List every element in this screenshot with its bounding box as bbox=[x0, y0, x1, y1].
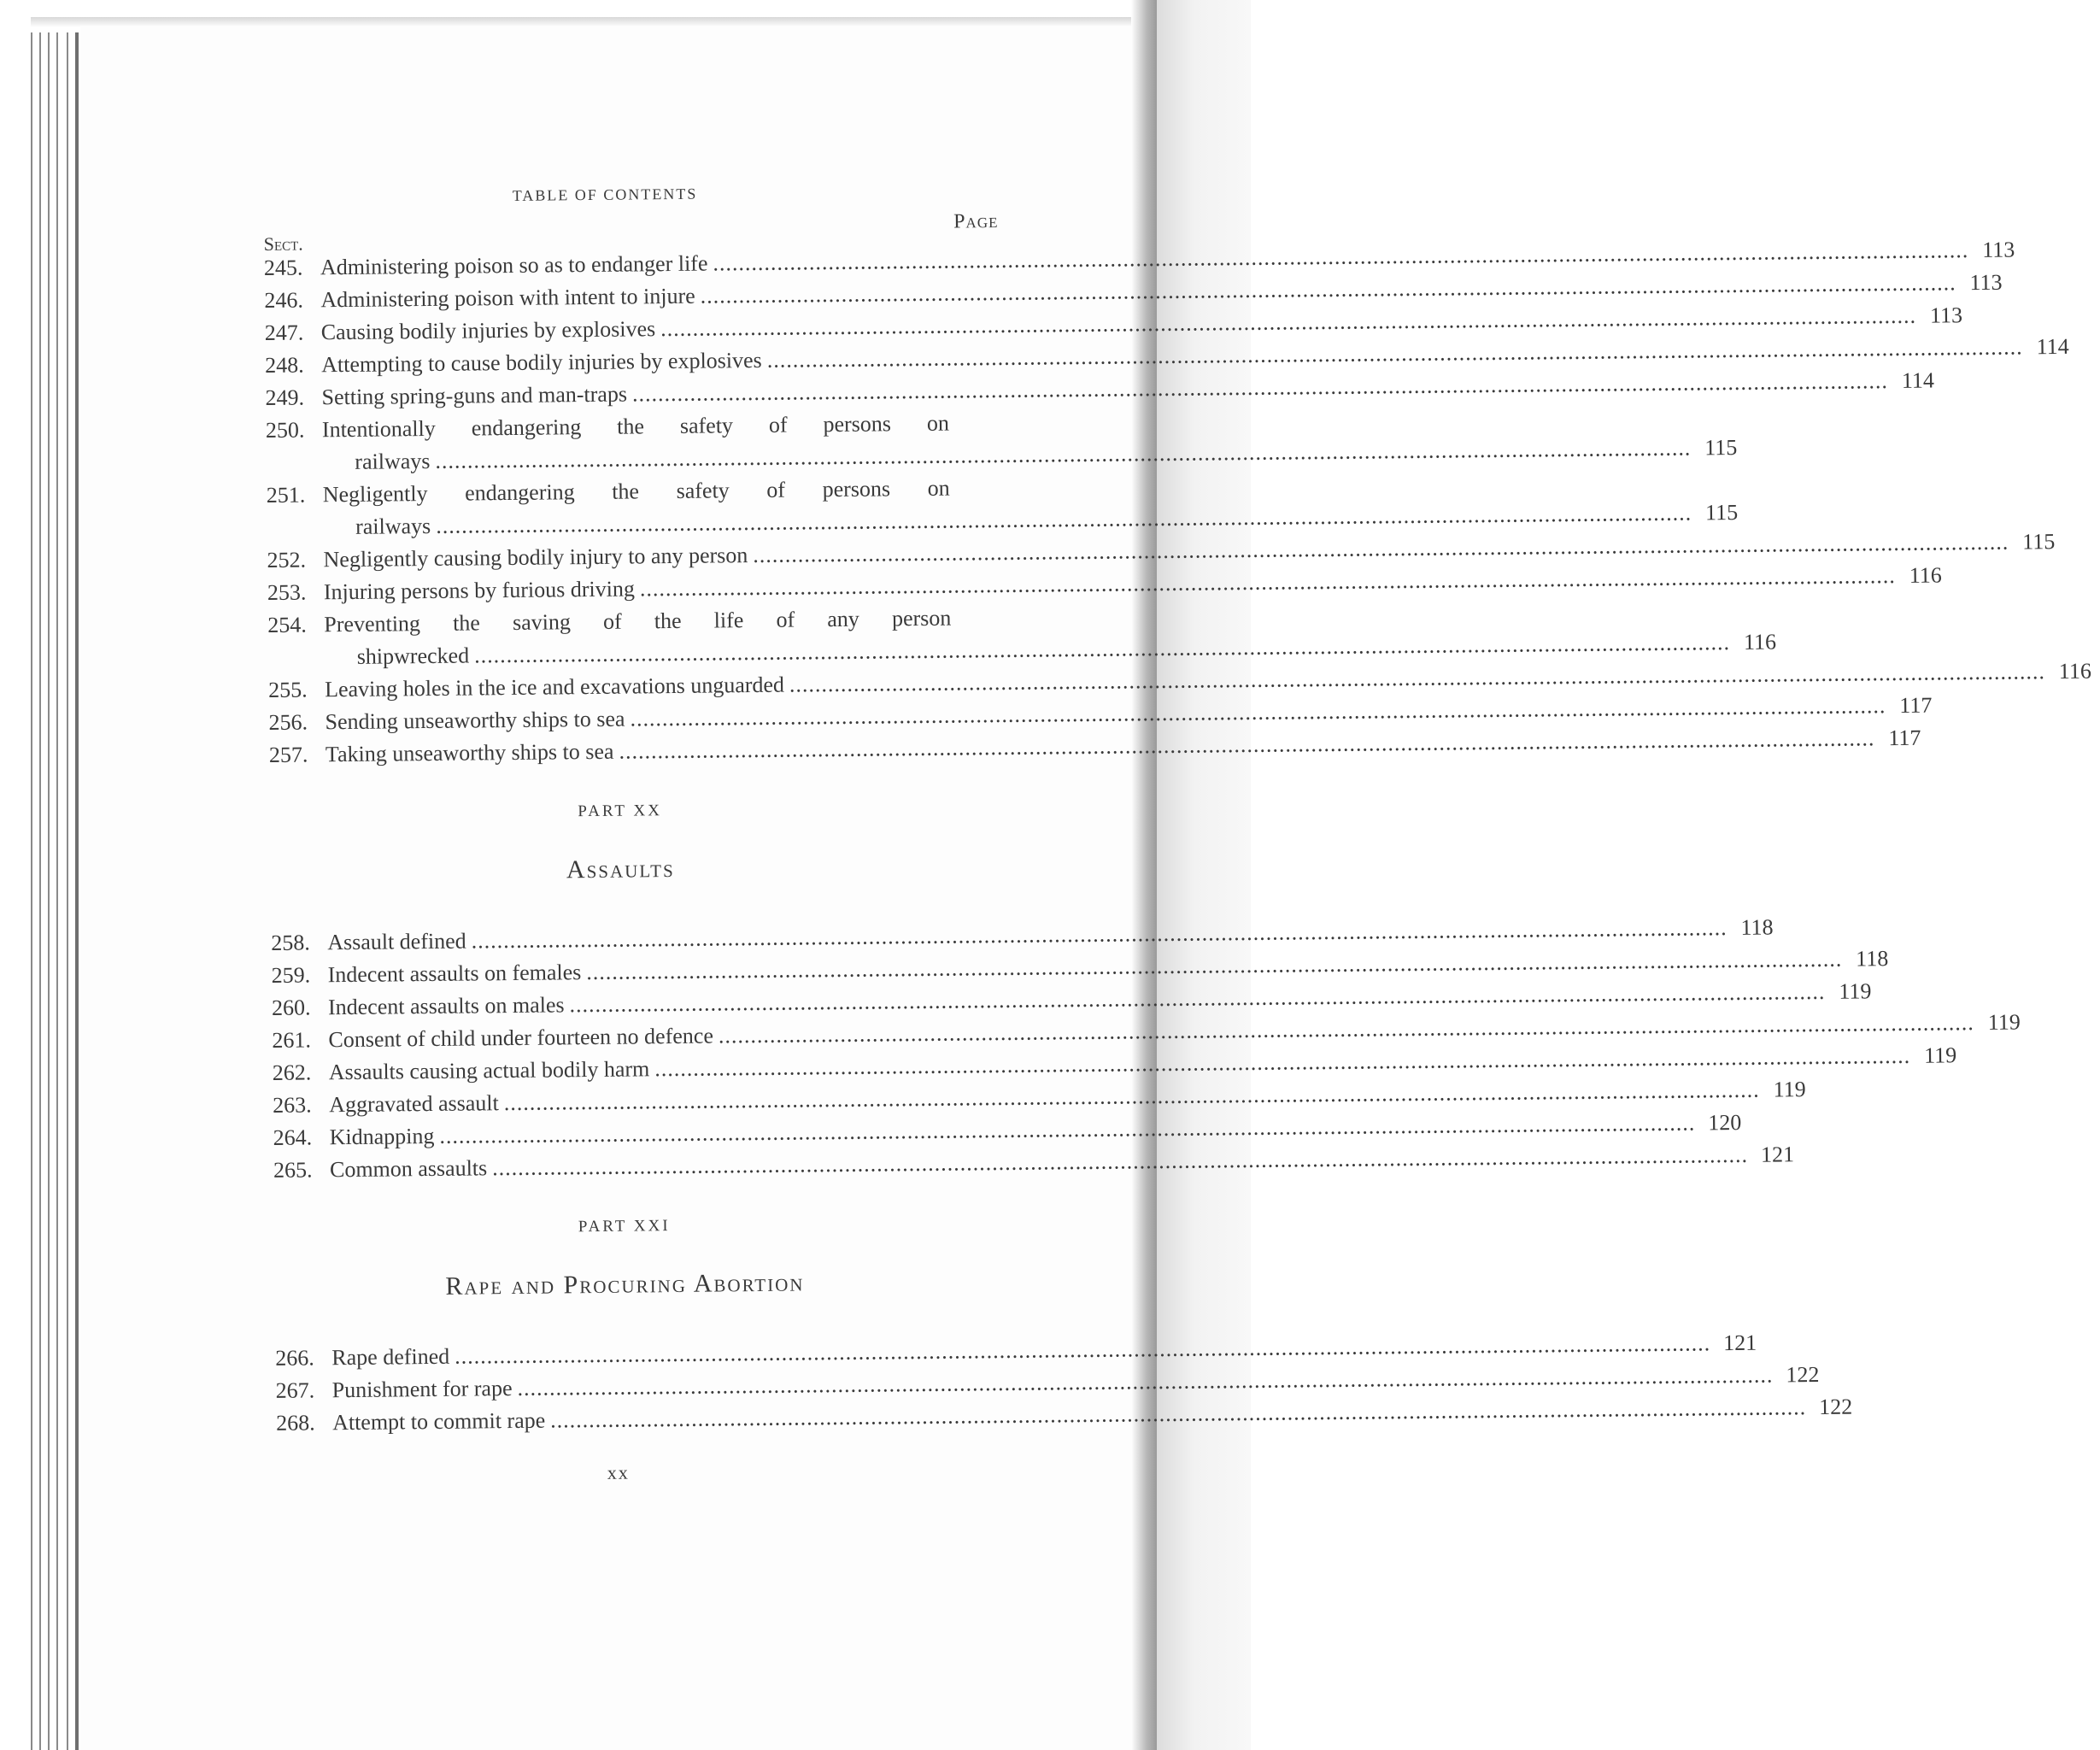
page-number: 119 bbox=[1924, 1042, 1957, 1068]
entry-title: Preventing the saving of the life of any person bbox=[324, 605, 952, 637]
section-number: 267. bbox=[275, 1377, 315, 1403]
toc-entry bbox=[275, 1394, 1853, 1440]
page-number: 117 bbox=[1899, 692, 1933, 718]
page-number: 114 bbox=[1901, 367, 1935, 393]
section-number: 263. bbox=[273, 1092, 312, 1118]
entry-title: Assault defined bbox=[327, 928, 466, 955]
running-head: TABLE OF CONTENTS bbox=[512, 185, 698, 204]
entry-title: Causing bodily injuries by explosives bbox=[320, 316, 656, 345]
page-number: 113 bbox=[1929, 302, 1963, 328]
toc-entry bbox=[267, 602, 1777, 674]
page-stack-edge bbox=[75, 32, 79, 1750]
page-number: 113 bbox=[1969, 269, 2003, 296]
page-number: 116 bbox=[1909, 562, 1942, 588]
toc-entry bbox=[268, 725, 1921, 772]
toc-entry bbox=[266, 472, 1739, 544]
page-number: 118 bbox=[1856, 946, 1889, 972]
section-number: 260. bbox=[271, 995, 311, 1020]
page-stack-edge bbox=[67, 32, 68, 1750]
section-number: 259. bbox=[271, 962, 311, 988]
entry-title: Sending unseaworthy ships to sea bbox=[325, 706, 625, 735]
toc-entry bbox=[265, 407, 1738, 479]
page-column-heading: Page bbox=[953, 209, 999, 233]
section-number: 248. bbox=[265, 352, 304, 378]
entry-title: Attempting to cause bodily injuries by explosives bbox=[320, 347, 762, 378]
section-number: 256. bbox=[268, 709, 308, 735]
part-xx-entries bbox=[271, 914, 2021, 1187]
page-number: 118 bbox=[1740, 914, 1774, 940]
section-number: 251. bbox=[266, 482, 306, 508]
page-stack-edge bbox=[48, 32, 50, 1750]
part-xx-title: Assaults bbox=[566, 854, 675, 884]
section-number: 254. bbox=[267, 612, 307, 637]
entry-title: Leaving holes in the ice and excavations unguarded bbox=[324, 672, 785, 702]
page-stack-edge bbox=[39, 32, 41, 1750]
page-number: 115 bbox=[1704, 434, 1738, 461]
entry-title: Injuring persons by furious driving bbox=[323, 576, 636, 605]
entry-title: Aggravated assault bbox=[329, 1090, 499, 1118]
entry-title: Intentionally endangering the safety of persons on bbox=[321, 410, 950, 443]
page-folio: xx bbox=[607, 1461, 630, 1483]
entry-title: Indecent assaults on females bbox=[327, 960, 582, 988]
entry-title: Kidnapping bbox=[329, 1123, 435, 1150]
page-number: 121 bbox=[1760, 1142, 1795, 1167]
page-number: 117 bbox=[1888, 725, 1921, 751]
section-number: 266. bbox=[275, 1345, 314, 1371]
section-number: 245. bbox=[263, 255, 303, 280]
section-number: 246. bbox=[264, 287, 304, 313]
page-number: 119 bbox=[1839, 978, 1872, 1004]
page-number: 115 bbox=[1704, 499, 1739, 526]
toc-entry bbox=[273, 1142, 1795, 1187]
column-headings bbox=[263, 200, 999, 255]
entry-title: Negligently causing bodily injury to any person bbox=[323, 543, 748, 573]
section-number: 253. bbox=[267, 579, 307, 605]
page-number: 119 bbox=[1987, 1009, 2021, 1035]
section-number: 255. bbox=[267, 677, 308, 702]
entry-title: Administering poison so as to endanger life bbox=[320, 250, 708, 280]
entry-title: Indecent assaults on males bbox=[327, 992, 565, 1020]
entry-title: Rape defined bbox=[331, 1343, 450, 1371]
section-number: 249. bbox=[265, 385, 305, 410]
section-number: 265. bbox=[273, 1157, 313, 1183]
page-number: 121 bbox=[1722, 1330, 1757, 1356]
part-xxi-entries bbox=[275, 1330, 1853, 1440]
section-number: 268. bbox=[275, 1410, 315, 1436]
page-number: 122 bbox=[1786, 1362, 1820, 1388]
entry-title: Setting spring-guns and man-traps bbox=[321, 381, 628, 410]
section-number: 247. bbox=[264, 320, 304, 345]
entry-title: Consent of child under fourteen no defence bbox=[328, 1023, 714, 1053]
part-xxi-label: PART XXI bbox=[578, 1217, 671, 1236]
entry-title-continued: railways bbox=[355, 513, 431, 539]
page-stack-edge bbox=[31, 32, 32, 1750]
table-of-contents bbox=[263, 182, 2092, 1488]
part-xxi-title: Rape and Procuring Abortion bbox=[445, 1268, 805, 1301]
page-number: 114 bbox=[2036, 333, 2069, 360]
entry-title-continued: shipwrecked bbox=[356, 643, 470, 669]
section-number: 252. bbox=[267, 547, 307, 573]
page-number: 119 bbox=[1773, 1077, 1806, 1102]
section-number: 264. bbox=[273, 1125, 313, 1150]
entry-title: Common assaults bbox=[329, 1155, 488, 1183]
page-stack-edge bbox=[56, 32, 58, 1750]
entry-title: Taking unseaworthy ships to sea bbox=[325, 738, 614, 767]
entry-title: Assaults causing actual bodily harm bbox=[328, 1056, 650, 1085]
entry-title: Attempt to commit rape bbox=[331, 1407, 546, 1436]
section-number: 262. bbox=[272, 1060, 312, 1085]
section-number: 250. bbox=[265, 417, 305, 443]
entry-title-continued: railways bbox=[355, 448, 431, 474]
sect-column-heading: Sect. bbox=[263, 232, 303, 255]
section-number: 258. bbox=[271, 930, 310, 955]
section-number: 261. bbox=[272, 1027, 312, 1053]
entry-title: Negligently endangering the safety of persons on bbox=[322, 475, 950, 508]
page-number: 115 bbox=[2022, 529, 2056, 555]
page-number: 122 bbox=[1818, 1394, 1853, 1420]
page-number: 120 bbox=[1708, 1109, 1742, 1136]
page-number: 113 bbox=[1982, 237, 2015, 262]
section-number: 257. bbox=[268, 742, 308, 767]
page-number: 116 bbox=[2058, 658, 2092, 684]
entry-title: Punishment for rape bbox=[331, 1376, 513, 1403]
page-number: 116 bbox=[1743, 629, 1777, 655]
part-xx-label: PART XX bbox=[578, 802, 663, 821]
entry-title: Administering poison with intent to injure bbox=[320, 283, 695, 313]
